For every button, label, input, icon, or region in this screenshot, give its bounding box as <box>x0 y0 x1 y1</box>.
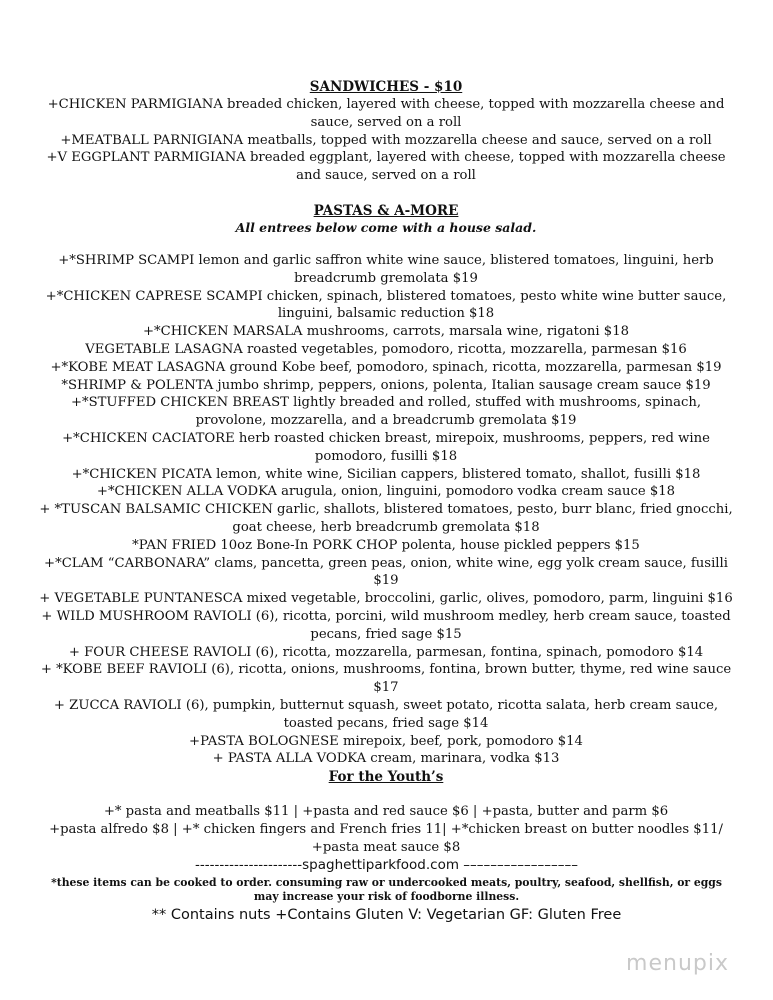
menu-item: +CHICKEN PARMIGIANA breaded chicken, layered with cheese, topped with mozzarella cheese and sauce, served on a roll <box>47 97 725 130</box>
youth-title: For the Youth’s <box>328 769 444 785</box>
menu-item: VEGETABLE LASAGNA roasted vegetables, pomodoro, ricotta, mozzarella, parmesan $16 <box>85 341 687 357</box>
menu-item: + *KOBE BEEF RAVIOLI (6), ricotta, onions, mushrooms, fontina, brown butter, thyme, red wine sauce $17 <box>40 662 732 696</box>
pastas-title: PASTAS & A-MORE <box>313 203 459 219</box>
youth-section <box>36 768 736 856</box>
menu-item: +*CLAM “CARBONARA” clams, pancetta, green peas, onion, white wine, egg yolk cream sauce, fusilli $19 <box>44 555 728 589</box>
menu-item: + VEGETABLE PUNTANESCA mixed vegetable, broccolini, garlic, olives, pomodoro, parm, linguini $16 <box>39 591 733 607</box>
menu-item: *PAN FRIED 10oz Bone-In PORK CHOP polenta, house pickled peppers $15 <box>132 537 640 553</box>
menu-item: +* pasta and meatballs $11 | +pasta and red sauce $6 | +pasta, butter and parm $6 <box>103 804 669 819</box>
menu-item: +*SHRIMP SCAMPI lemon and garlic saffron white wine sauce, blistered tomatoes, linguini, herb breadcrumb gremolata $19 <box>58 253 714 286</box>
menu-item: +*STUFFED CHICKEN BREAST lightly breaded and rolled, stuffed with mushrooms, spinach, provolone, mozzarella, and a breadcrumb gremolata $19 <box>70 395 702 429</box>
sandwiches-title: SANDWICHES - $10 <box>309 79 463 95</box>
menu-item: + PASTA ALLA VODKA cream, marinara, vodka $13 <box>212 751 560 767</box>
menu-item: +*CHICKEN CAPRESE SCAMPI chicken, spinach, blistered tomatoes, pesto white wine butter sauce, linguini, balsamic reduction $18 <box>45 288 727 322</box>
menu-item: *SHRIMP & POLENTA jumbo shrimp, peppers, onions, polenta, Italian sausage cream sauce $19 <box>61 377 711 393</box>
menu-item: + ZUCCA RAVIOLI (6), pumpkin, butternut squash, sweet potato, ricotta salata, herb cream sauce, toasted pecans, fried sage $14 <box>53 697 719 731</box>
sandwiches-section <box>36 78 736 185</box>
watermark-logo: menupix <box>626 951 729 976</box>
website-line: ----------------------spaghettiparkfood.com ––––––––––––––––– <box>194 857 579 873</box>
menu-item: + WILD MUSHROOM RAVIOLI (6), ricotta, porcini, wild mushroom medley, herb cream sauce, toasted pecans, fried sage $15 <box>41 608 731 642</box>
menu-item: +MEATBALL PARNIGIANA meatballs, topped with mozzarella cheese and sauce, served on a roll <box>60 132 712 148</box>
allergen-legend: ** Contains nuts +Contains Gluten V: Vegetarian GF: Gluten Free <box>151 907 622 923</box>
menu-item: +pasta alfredo $8 | +* chicken fingers and French fries 11| +*chicken breast on butter noodles $11/ +pasta meat sauce $8 <box>49 821 723 855</box>
pastas-subtitle: All entrees below come with a house salad. <box>235 220 537 235</box>
food-safety-disclaimer: *these items can be cooked to order. consuming raw or undercooked meats, poultry, seafood, shellfish, or eggs may increase your risk of foodborne illness. <box>51 876 722 903</box>
menu-item: +*CHICKEN MARSALA mushrooms, carrots, marsala wine, rigatoni $18 <box>143 324 629 340</box>
menu-item: +*CHICKEN PICATA lemon, white wine, Sicilian cappers, blistered tomato, shallot, fusilli $18 <box>71 466 701 482</box>
pastas-section <box>36 202 736 768</box>
menu-item: +*CHICKEN CACIATORE herb roasted chicken breast, mirepoix, mushrooms, peppers, red wine pomodoro, fusilli $18 <box>62 430 710 464</box>
menu-item: +V EGGPLANT PARMIGIANA breaded eggplant, layered with cheese, topped with mozzarella cheese and sauce, served on a roll <box>46 150 726 184</box>
menu-item: +*CHICKEN ALLA VODKA arugula, onion, linguini, pomodoro vodka cream sauce $18 <box>96 484 676 500</box>
menu-item: +*KOBE MEAT LASAGNA ground Kobe beef, pomodoro, spinach, ricotta, mozzarella, parmesan $19 <box>50 359 722 375</box>
menu-item: + *TUSCAN BALSAMIC CHICKEN garlic, shallots, blistered tomatoes, pesto, burr blanc, fried gnocchi, goat cheese, herb breadcrumb gremolata $18 <box>39 502 733 535</box>
menu-item: +PASTA BOLOGNESE mirepoix, beef, pork, pomodoro $14 <box>189 733 583 749</box>
menu-item: + FOUR CHEESE RAVIOLI (6), ricotta, mozzarella, parmesan, fontina, spinach, pomodoro $14 <box>68 644 704 660</box>
